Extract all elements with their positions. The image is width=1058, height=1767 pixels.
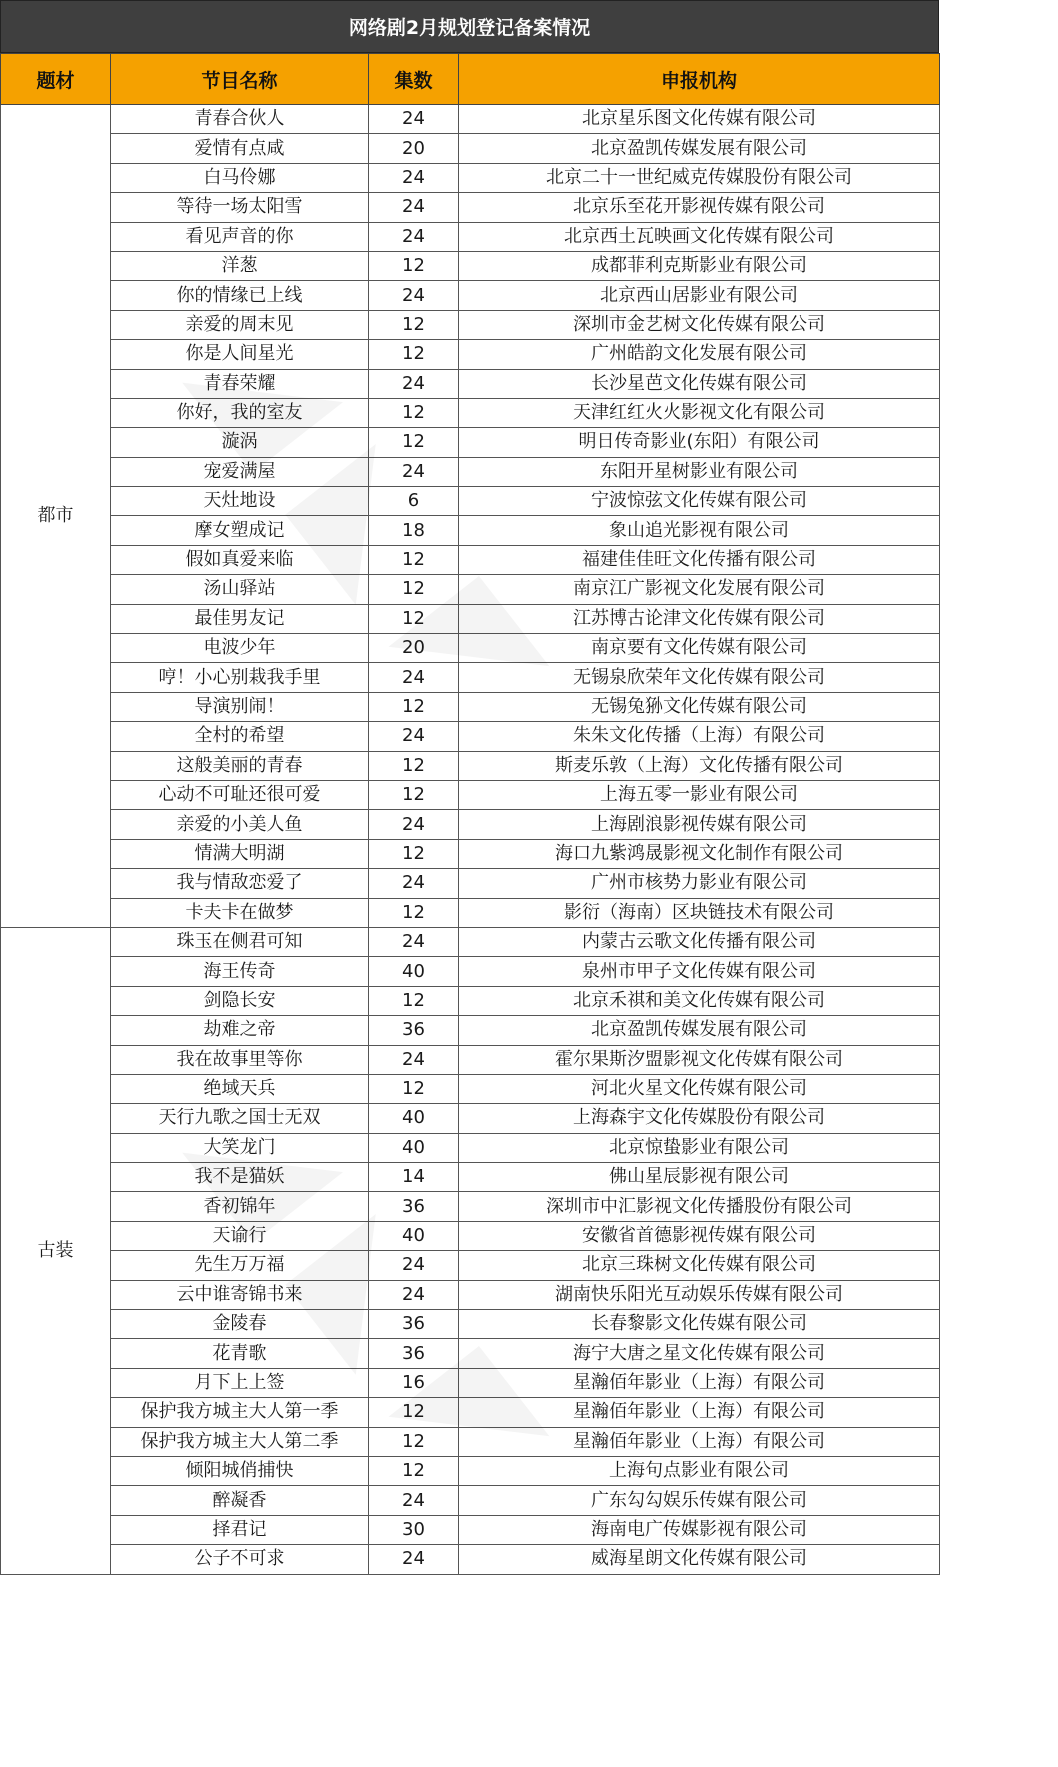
organization-cell: 威海星朗文化传媒有限公司 — [459, 1545, 940, 1574]
organization-cell: 星瀚佰年影业（上海）有限公司 — [459, 1368, 940, 1397]
episodes-cell: 12 — [369, 1427, 459, 1456]
program-name-cell: 青春合伙人 — [111, 105, 369, 134]
table-row — [1, 163, 940, 192]
program-name-cell: 海王传奇 — [111, 957, 369, 986]
program-name-cell: 剑隐长安 — [111, 986, 369, 1015]
episodes-cell: 12 — [369, 545, 459, 574]
organization-cell: 北京乐至花开影视传媒有限公司 — [459, 193, 940, 222]
episodes-cell: 12 — [369, 428, 459, 457]
organization-cell: 深圳市中汇影视文化传播股份有限公司 — [459, 1192, 940, 1221]
episodes-cell: 30 — [369, 1515, 459, 1544]
table-row — [1, 457, 940, 486]
table-row — [1, 1339, 940, 1368]
table-row — [1, 1310, 940, 1339]
table-row — [1, 780, 940, 809]
program-name-cell: 云中谁寄锦书来 — [111, 1280, 369, 1309]
episodes-cell: 6 — [369, 487, 459, 516]
organization-cell: 天津红红火火影视文化有限公司 — [459, 398, 940, 427]
table-row — [1, 310, 940, 339]
table-row — [1, 134, 940, 163]
organization-cell: 福建佳佳旺文化传播有限公司 — [459, 545, 940, 574]
table-row — [1, 545, 940, 574]
episodes-cell: 14 — [369, 1163, 459, 1192]
episodes-cell: 12 — [369, 898, 459, 927]
program-name-cell: 珠玉在侧君可知 — [111, 927, 369, 956]
program-name-cell: 我与情敌恋爱了 — [111, 869, 369, 898]
program-name-cell: 等待一场太阳雪 — [111, 193, 369, 222]
program-name-cell: 大笑龙门 — [111, 1133, 369, 1162]
organization-cell: 湖南快乐阳光互动娱乐传媒有限公司 — [459, 1280, 940, 1309]
header-row — [1, 54, 940, 105]
organization-cell: 北京惊蛰影业有限公司 — [459, 1133, 940, 1162]
program-name-cell: 情满大明湖 — [111, 839, 369, 868]
episodes-cell: 24 — [369, 1280, 459, 1309]
program-name-cell: 先生万万福 — [111, 1251, 369, 1280]
program-name-cell: 择君记 — [111, 1515, 369, 1544]
organization-cell: 明日传奇影业(东阳）有限公司 — [459, 428, 940, 457]
program-name-cell: 我不是猫妖 — [111, 1163, 369, 1192]
program-name-cell: 我在故事里等你 — [111, 1045, 369, 1074]
organization-cell: 北京星乐图文化传媒有限公司 — [459, 105, 940, 134]
episodes-cell: 40 — [369, 957, 459, 986]
episodes-cell: 20 — [369, 134, 459, 163]
program-name-cell: 倾阳城俏捕快 — [111, 1456, 369, 1485]
table-row — [1, 1163, 940, 1192]
program-name-cell: 天谕行 — [111, 1221, 369, 1250]
header-name: 节目名称 — [111, 54, 369, 105]
episodes-cell: 12 — [369, 398, 459, 427]
episodes-cell: 12 — [369, 839, 459, 868]
table-row — [1, 428, 940, 457]
episodes-cell: 24 — [369, 369, 459, 398]
episodes-cell: 12 — [369, 340, 459, 369]
table-row — [1, 1545, 940, 1574]
organization-cell: 北京西山居影业有限公司 — [459, 281, 940, 310]
table-row — [1, 986, 940, 1015]
organization-cell: 海宁大唐之星文化传媒有限公司 — [459, 1339, 940, 1368]
table-row — [1, 193, 940, 222]
episodes-cell: 12 — [369, 780, 459, 809]
program-name-cell: 漩涡 — [111, 428, 369, 457]
organization-cell: 广东勾勾娱乐传媒有限公司 — [459, 1486, 940, 1515]
program-name-cell: 公子不可求 — [111, 1545, 369, 1574]
table-row — [1, 1427, 940, 1456]
table-row — [1, 1398, 940, 1427]
header-org: 申报机构 — [459, 54, 940, 105]
table-row — [1, 722, 940, 751]
program-name-cell: 天灶地设 — [111, 487, 369, 516]
organization-cell: 无锡兔狲文化传媒有限公司 — [459, 692, 940, 721]
program-name-cell: 醉凝香 — [111, 1486, 369, 1515]
organization-cell: 长春黎影文化传媒有限公司 — [459, 1310, 940, 1339]
program-name-cell: 心动不可耻还很可爱 — [111, 780, 369, 809]
episodes-cell: 12 — [369, 751, 459, 780]
program-name-cell: 天行九歌之国士无双 — [111, 1104, 369, 1133]
episodes-cell: 36 — [369, 1016, 459, 1045]
program-name-cell: 你的情缘已上线 — [111, 281, 369, 310]
episodes-cell: 24 — [369, 869, 459, 898]
organization-cell: 深圳市金艺树文化传媒有限公司 — [459, 310, 940, 339]
program-name-cell: 最佳男友记 — [111, 604, 369, 633]
organization-cell: 影衍（海南）区块链技术有限公司 — [459, 898, 940, 927]
table-row — [1, 1221, 940, 1250]
episodes-cell: 36 — [369, 1339, 459, 1368]
program-name-cell: 看见声音的你 — [111, 222, 369, 251]
table-row — [1, 751, 940, 780]
organization-cell: 上海剧浪影视传媒有限公司 — [459, 810, 940, 839]
organization-cell: 北京二十一世纪威克传媒股份有限公司 — [459, 163, 940, 192]
program-name-cell: 假如真爱来临 — [111, 545, 369, 574]
program-name-cell: 金陵春 — [111, 1310, 369, 1339]
episodes-cell: 18 — [369, 516, 459, 545]
program-name-cell: 汤山驿站 — [111, 575, 369, 604]
table-row — [1, 340, 940, 369]
table-row — [1, 1280, 940, 1309]
organization-cell: 宁波惊弦文化传媒有限公司 — [459, 487, 940, 516]
episodes-cell: 36 — [369, 1192, 459, 1221]
organization-cell: 江苏博古论津文化传媒有限公司 — [459, 604, 940, 633]
program-name-cell: 全村的希望 — [111, 722, 369, 751]
program-name-cell: 亲爱的小美人鱼 — [111, 810, 369, 839]
organization-cell: 内蒙古云歌文化传播有限公司 — [459, 927, 940, 956]
program-name-cell: 你好，我的室友 — [111, 398, 369, 427]
organization-cell: 北京盈凯传媒发展有限公司 — [459, 1016, 940, 1045]
organization-cell: 象山追光影视有限公司 — [459, 516, 940, 545]
organization-cell: 成都菲利克斯影业有限公司 — [459, 251, 940, 280]
episodes-cell: 12 — [369, 986, 459, 1015]
program-name-cell: 绝域天兵 — [111, 1074, 369, 1103]
organization-cell: 广州市核势力影业有限公司 — [459, 869, 940, 898]
episodes-cell: 24 — [369, 1486, 459, 1515]
program-name-cell: 青春荣耀 — [111, 369, 369, 398]
program-name-cell: 香初锦年 — [111, 1192, 369, 1221]
program-name-cell: 劫难之帝 — [111, 1016, 369, 1045]
organization-cell: 上海森宇文化传媒股份有限公司 — [459, 1104, 940, 1133]
program-name-cell: 保护我方城主大人第二季 — [111, 1427, 369, 1456]
episodes-cell: 24 — [369, 810, 459, 839]
organization-cell: 东阳开星树影业有限公司 — [459, 457, 940, 486]
episodes-cell: 24 — [369, 105, 459, 134]
episodes-cell: 12 — [369, 575, 459, 604]
program-name-cell: 哼！小心别栽我手里 — [111, 663, 369, 692]
organization-cell: 上海五零一影业有限公司 — [459, 780, 940, 809]
organization-cell: 霍尔果斯汐盟影视文化传媒有限公司 — [459, 1045, 940, 1074]
genre-cell: 都市 — [1, 105, 111, 928]
table-row — [1, 1251, 940, 1280]
table-row — [1, 575, 940, 604]
episodes-cell: 20 — [369, 634, 459, 663]
episodes-cell: 12 — [369, 692, 459, 721]
program-name-cell: 洋葱 — [111, 251, 369, 280]
table-body — [1, 105, 940, 1575]
organization-cell: 上海句点影业有限公司 — [459, 1456, 940, 1485]
episodes-cell: 40 — [369, 1104, 459, 1133]
organization-cell: 海口九紫鸿晟影视文化制作有限公司 — [459, 839, 940, 868]
header-genre: 题材 — [1, 54, 111, 105]
organization-cell: 星瀚佰年影业（上海）有限公司 — [459, 1398, 940, 1427]
organization-cell: 南京江广影视文化发展有限公司 — [459, 575, 940, 604]
episodes-cell: 24 — [369, 1045, 459, 1074]
organization-cell: 北京西土瓦映画文化传媒有限公司 — [459, 222, 940, 251]
program-name-cell: 导演别闹！ — [111, 692, 369, 721]
table-row — [1, 251, 940, 280]
table-row — [1, 663, 940, 692]
program-name-cell: 卡夫卡在做梦 — [111, 898, 369, 927]
table-row — [1, 604, 940, 633]
program-name-cell: 保护我方城主大人第一季 — [111, 1398, 369, 1427]
episodes-cell: 40 — [369, 1221, 459, 1250]
table-row — [1, 1368, 940, 1397]
organization-cell: 无锡泉欣荣年文化传媒有限公司 — [459, 663, 940, 692]
organization-cell: 朱朱文化传播（上海）有限公司 — [459, 722, 940, 751]
program-name-cell: 你是人间星光 — [111, 340, 369, 369]
episodes-cell: 12 — [369, 604, 459, 633]
program-name-cell: 爱情有点咸 — [111, 134, 369, 163]
organization-cell: 泉州市甲子文化传媒有限公司 — [459, 957, 940, 986]
table-row — [1, 1104, 940, 1133]
table-row — [1, 1045, 940, 1074]
table-row — [1, 1074, 940, 1103]
program-name-cell: 花青歌 — [111, 1339, 369, 1368]
episodes-cell: 24 — [369, 663, 459, 692]
episodes-cell: 12 — [369, 1074, 459, 1103]
table-row — [1, 1192, 940, 1221]
organization-cell: 安徽省首德影视传媒有限公司 — [459, 1221, 940, 1250]
program-name-cell: 亲爱的周末见 — [111, 310, 369, 339]
organization-cell: 佛山星辰影视有限公司 — [459, 1163, 940, 1192]
header-episodes: 集数 — [369, 54, 459, 105]
organization-cell: 广州皓韵文化发展有限公司 — [459, 340, 940, 369]
episodes-cell: 24 — [369, 193, 459, 222]
organization-cell: 长沙星芭文化传媒有限公司 — [459, 369, 940, 398]
record-table — [0, 53, 940, 1575]
table-row — [1, 839, 940, 868]
episodes-cell: 24 — [369, 281, 459, 310]
genre-cell: 古装 — [1, 927, 111, 1574]
episodes-cell: 24 — [369, 457, 459, 486]
table-row — [1, 398, 940, 427]
organization-cell: 斯麦乐敦（上海）文化传播有限公司 — [459, 751, 940, 780]
table-row — [1, 692, 940, 721]
table-row — [1, 1515, 940, 1544]
episodes-cell: 24 — [369, 222, 459, 251]
table-title: 网络剧2月规划登记备案情况 — [0, 0, 939, 53]
episodes-cell: 12 — [369, 251, 459, 280]
table-row — [1, 516, 940, 545]
table-row — [1, 927, 940, 956]
table-row — [1, 1486, 940, 1515]
organization-cell: 河北火星文化传媒有限公司 — [459, 1074, 940, 1103]
program-name-cell: 摩女塑成记 — [111, 516, 369, 545]
episodes-cell: 12 — [369, 1398, 459, 1427]
table-row — [1, 1133, 940, 1162]
program-name-cell: 电波少年 — [111, 634, 369, 663]
program-name-cell: 宠爱满屋 — [111, 457, 369, 486]
organization-cell: 海南电广传媒影视有限公司 — [459, 1515, 940, 1544]
table-row — [1, 1016, 940, 1045]
program-name-cell: 这般美丽的青春 — [111, 751, 369, 780]
table-row — [1, 1456, 940, 1485]
episodes-cell: 12 — [369, 310, 459, 339]
episodes-cell: 24 — [369, 1251, 459, 1280]
organization-cell: 北京禾祺和美文化传媒有限公司 — [459, 986, 940, 1015]
table-row — [1, 487, 940, 516]
table-row — [1, 957, 940, 986]
organization-cell: 星瀚佰年影业（上海）有限公司 — [459, 1427, 940, 1456]
program-name-cell: 月下上上签 — [111, 1368, 369, 1397]
table-row — [1, 898, 940, 927]
episodes-cell: 24 — [369, 163, 459, 192]
table-row — [1, 105, 940, 134]
episodes-cell: 40 — [369, 1133, 459, 1162]
table-row — [1, 869, 940, 898]
table-row — [1, 222, 940, 251]
episodes-cell: 36 — [369, 1310, 459, 1339]
table-row — [1, 369, 940, 398]
organization-cell: 北京盈凯传媒发展有限公司 — [459, 134, 940, 163]
episodes-cell: 16 — [369, 1368, 459, 1397]
table-row — [1, 810, 940, 839]
episodes-cell: 24 — [369, 1545, 459, 1574]
table-row — [1, 634, 940, 663]
organization-cell: 北京三珠树文化传媒有限公司 — [459, 1251, 940, 1280]
program-name-cell: 白马伶娜 — [111, 163, 369, 192]
episodes-cell: 24 — [369, 722, 459, 751]
episodes-cell: 12 — [369, 1456, 459, 1485]
episodes-cell: 24 — [369, 927, 459, 956]
table-row — [1, 281, 940, 310]
organization-cell: 南京要有文化传媒有限公司 — [459, 634, 940, 663]
